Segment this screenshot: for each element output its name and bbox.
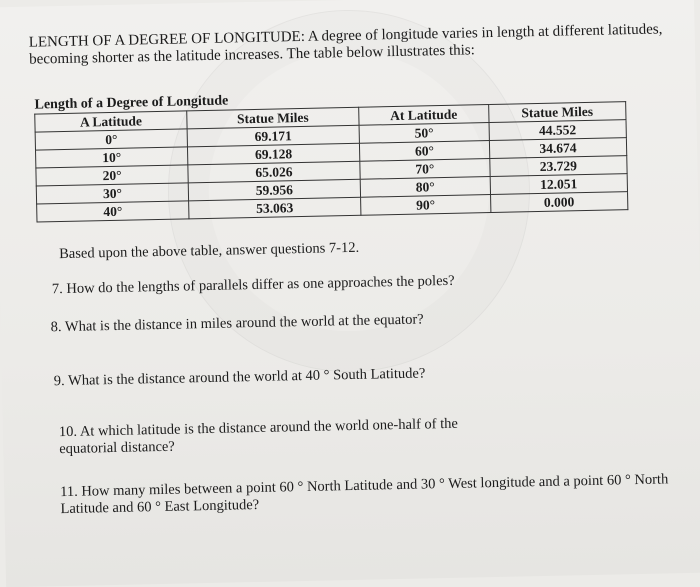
instruction-text: Based upon the above table, answer questions 7-12. xyxy=(59,239,360,263)
column-header: A Latitude xyxy=(35,111,187,132)
table-cell: 59.956 xyxy=(188,179,360,201)
column-header: Statue Miles xyxy=(187,107,359,129)
table-cell: 90° xyxy=(360,195,490,216)
table-cell: 80° xyxy=(360,177,490,198)
table-cell: 69.171 xyxy=(187,125,359,147)
table-cell: 0° xyxy=(35,129,187,150)
table-cell: 40° xyxy=(37,201,189,222)
longitude-table xyxy=(34,84,629,222)
table-cell: 50° xyxy=(359,123,489,144)
column-header: At Latitude xyxy=(359,105,489,126)
question-10: 10. At which latitude is the distance around the world one-half of the equatorial distance? xyxy=(58,415,459,458)
table-cell: 20° xyxy=(36,165,188,186)
table-cell: 12.051 xyxy=(490,174,628,195)
question-8: 8. What is the distance in miles around the world at the equator? xyxy=(50,311,424,336)
question-7: 7. How do the lengths of parallels differ as one approaches the poles? xyxy=(51,272,455,298)
table-cell: 0.000 xyxy=(490,192,628,213)
table-cell: 69.128 xyxy=(188,143,360,165)
table-caption: Length of a Degree of Longitude xyxy=(34,93,229,113)
table-cell: 53.063 xyxy=(189,197,361,219)
table-cell: 10° xyxy=(36,147,188,168)
table-cell: 23.729 xyxy=(490,156,628,177)
intro-paragraph: LENGTH OF A DEGREE OF LONGITUDE: A degree of longitude varies in length at different latitudes, becoming shorter as the latitude increases. The table below illustrates this: xyxy=(28,21,663,68)
question-11: 11. How many miles between a point 60 ° North Latitude and 30 ° West longitude and a point 60 ° North Latitude and 60 ° East Longitude? xyxy=(60,471,669,518)
table-cell: 60° xyxy=(359,141,489,162)
table-cell: 70° xyxy=(360,159,490,180)
question-9: 9. What is the distance around the world at 40 ° South Latitude? xyxy=(53,365,426,390)
table-cell: 65.026 xyxy=(188,161,360,183)
table-cell: 30° xyxy=(36,183,188,204)
table-cell: 44.552 xyxy=(489,120,627,141)
table-cell: 34.674 xyxy=(489,138,627,159)
column-header: Statue Miles xyxy=(488,102,626,123)
